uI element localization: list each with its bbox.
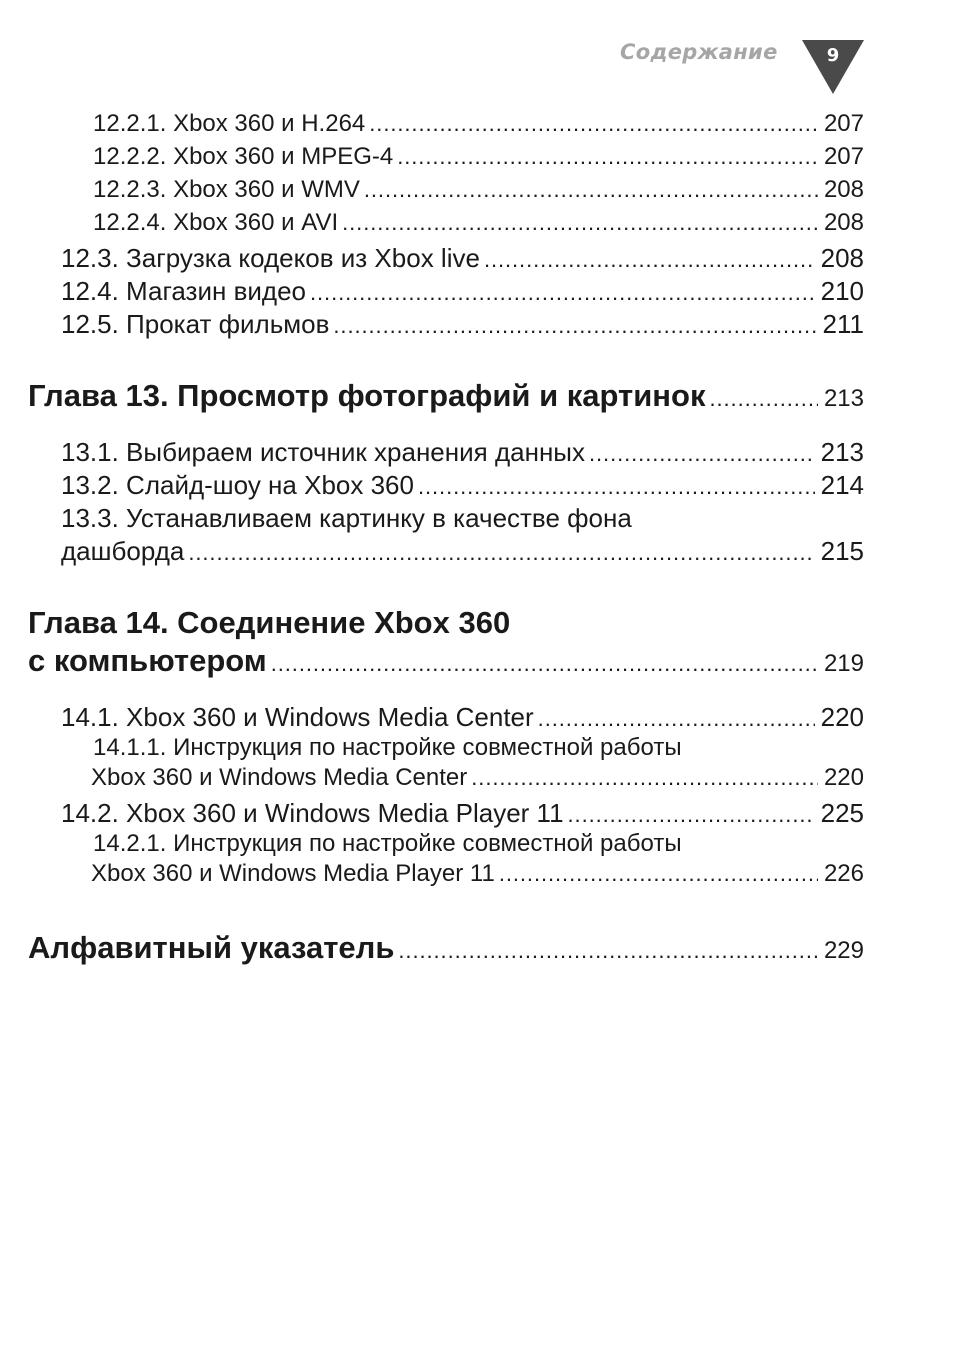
toc-entry-label: 12.5. Прокат фильмов	[61, 309, 330, 339]
page-number-tab	[802, 40, 864, 96]
toc-entry-12-5[interactable]	[61, 309, 864, 340]
dot-leader	[188, 536, 814, 567]
toc-entry-label: 12.4. Магазин видео	[61, 276, 306, 306]
dot-leader	[398, 930, 818, 966]
toc-entry-label: 13.1. Выбираем источник хранения данных	[61, 437, 585, 467]
dot-leader	[538, 702, 815, 733]
dot-leader	[484, 243, 815, 274]
dot-leader	[589, 437, 815, 468]
toc-alphabetical-index[interactable]	[28, 930, 864, 966]
dot-leader	[333, 309, 816, 340]
toc-entry-label: 14.2. Xbox 360 и Windows Media Player 11	[61, 798, 564, 828]
toc-entry-13-2[interactable]	[61, 470, 864, 501]
toc-entry-label: 12.3. Загрузка кодеков из Xbox live	[61, 243, 480, 273]
dot-leader	[271, 643, 818, 679]
dot-leader	[499, 860, 818, 888]
toc-entry-label: дашборда	[61, 536, 185, 566]
dot-leader	[418, 470, 815, 501]
toc-entry-page: 207	[823, 110, 864, 137]
toc-chapter-label: с компьютером	[28, 643, 267, 678]
toc-entry-14-1-1[interactable]	[91, 764, 864, 792]
toc-chapter-label: Глава 13. Просмотр фотографий и картинок	[28, 378, 706, 413]
toc-entry-label: 12.2.3. Xbox 360 и WMV	[93, 176, 360, 203]
toc-entry-14-2-1-line1[interactable]: 14.2.1. Инструкция по настройке совместной работы	[93, 830, 682, 857]
dot-leader	[369, 110, 818, 138]
toc-entry-page: 229	[823, 937, 864, 964]
toc-entry-label: Xbox 360 и Windows Media Center	[91, 764, 468, 791]
dot-leader	[364, 176, 818, 204]
toc-entry-label: 12.2.4. Xbox 360 и AVI	[93, 209, 339, 236]
toc-entry-label: 12.2.2. Xbox 360 и MPEG-4	[93, 143, 394, 170]
toc-entry-13-3-line1[interactable]: 13.3. Устанавливаем картинку в качестве фона	[61, 503, 632, 533]
toc-entry-page: 213	[820, 437, 864, 467]
toc-entry-label: 12.2.1. Xbox 360 и H.264	[93, 110, 366, 137]
toc-chapter-label: Алфавитный указатель	[28, 930, 395, 965]
toc-entry-label: 14.1. Xbox 360 и Windows Media Center	[61, 702, 534, 732]
toc-entry-13-3[interactable]	[61, 536, 864, 567]
toc-entry-14-1[interactable]	[61, 702, 864, 733]
toc-chapter-14-line1[interactable]: Глава 14. Соединение Xbox 360	[28, 605, 511, 640]
dot-leader	[471, 764, 818, 792]
toc-entry-12-2-4[interactable]	[93, 209, 864, 237]
dot-leader	[342, 209, 818, 237]
toc-entry-page: 211	[822, 309, 864, 339]
dot-leader	[397, 143, 818, 171]
toc-entry-page: 226	[823, 860, 864, 887]
running-header-title: Содержание	[620, 40, 778, 64]
toc-entry-label: 13.2. Слайд-шоу на Xbox 360	[61, 470, 414, 500]
dot-leader	[310, 276, 815, 307]
toc-entry-page: 214	[820, 470, 864, 500]
toc-entry-page: 208	[823, 209, 864, 236]
toc-entry-page: 225	[820, 798, 864, 828]
toc-entry-page: 220	[823, 764, 864, 791]
toc-entry-12-4[interactable]	[61, 276, 864, 307]
toc-chapter-13[interactable]	[28, 378, 864, 414]
toc-entry-14-2[interactable]	[61, 798, 864, 829]
toc-entry-page: 208	[823, 176, 864, 203]
toc-entry-12-2-1[interactable]	[93, 110, 864, 138]
toc-entry-page: 213	[823, 385, 864, 412]
toc-entry-page: 219	[823, 650, 864, 677]
dot-leader	[709, 378, 817, 414]
dot-leader	[568, 798, 815, 829]
page-number: 9	[826, 45, 840, 66]
toc-entry-page: 215	[820, 536, 864, 566]
toc-entry-12-2-2[interactable]	[93, 143, 864, 171]
toc-entry-page: 208	[820, 243, 864, 273]
toc-entry-14-1-1-line1[interactable]: 14.1.1. Инструкция по настройке совместной работы	[93, 734, 682, 761]
toc-entry-label: Xbox 360 и Windows Media Player 11	[91, 860, 495, 887]
toc-chapter-14[interactable]	[28, 643, 864, 679]
toc-entry-page: 210	[820, 276, 864, 306]
toc-entry-page: 207	[823, 143, 864, 170]
toc-entry-12-2-3[interactable]	[93, 176, 864, 204]
toc-entry-page: 220	[820, 702, 864, 732]
toc-entry-14-2-1[interactable]	[91, 860, 864, 888]
toc-entry-12-3[interactable]	[61, 243, 864, 274]
toc-entry-13-1[interactable]	[61, 437, 864, 468]
